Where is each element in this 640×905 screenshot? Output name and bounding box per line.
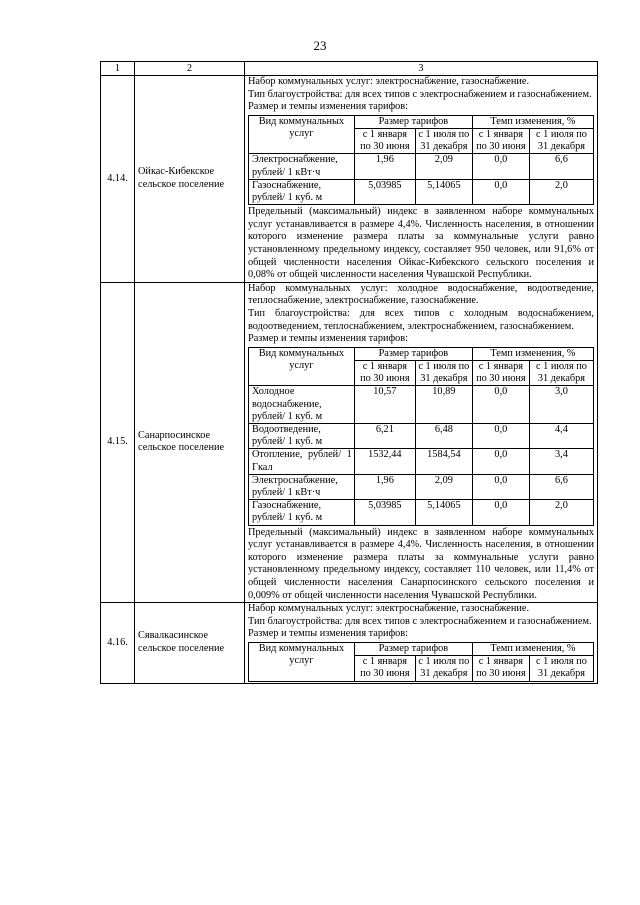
detail-improvement: Тип благоустройства: для всех типов с электроснабжением и газоснабжением. <box>248 615 592 627</box>
detail-tariffs-intro: Размер и темпы изменения тарифов: <box>248 333 409 345</box>
col-change-rate-header: Темп изменения, % <box>472 347 593 360</box>
main-table <box>100 61 598 684</box>
row-number: 4.14. <box>101 76 135 283</box>
period-header: с 1 июля по 31 декабря <box>529 360 593 385</box>
tariff-value: 0,0 <box>472 474 529 499</box>
tariff-value: 0,0 <box>472 386 529 424</box>
period-header: с 1 июля по 31 декабря <box>415 656 472 681</box>
tariff-row <box>249 154 594 179</box>
detail-services: Набор коммунальных услуг: электроснабжение, газоснабжение. <box>248 603 530 615</box>
tariff-head-row <box>249 347 594 360</box>
col-service-header: Вид коммунальных услуг <box>249 642 355 681</box>
header-col-2: 2 <box>135 62 245 76</box>
col-change-rate-header: Темп изменения, % <box>472 115 593 128</box>
settlement-row <box>101 76 598 283</box>
period-header: с 1 января по 30 июня <box>354 656 415 681</box>
tariff-value: 5,14065 <box>415 500 472 525</box>
tariff-value: 1,96 <box>354 154 415 179</box>
tariff-head-row <box>249 642 594 655</box>
row-number: 4.15. <box>101 282 135 602</box>
tariff-value: 5,03985 <box>354 179 415 204</box>
tariff-row <box>249 500 594 525</box>
period-header: с 1 июля по 31 декабря <box>415 360 472 385</box>
detail-improvement: Тип благоустройства: для всех типов с холодным водоснабжением, водоотведением, теплоснабжением, электроснабжением, газоснабжением. <box>248 307 594 332</box>
period-header: с 1 июля по 31 декабря <box>415 128 472 153</box>
tariff-service: Газоснабжение, рублей/ 1 куб. м <box>249 500 355 525</box>
tariff-table <box>248 642 594 682</box>
detail-tariffs-intro: Размер и темпы изменения тарифов: <box>248 101 409 113</box>
period-header: с 1 июля по 31 декабря <box>529 656 593 681</box>
tariff-value: 10,57 <box>354 386 415 424</box>
tariff-value: 6,48 <box>415 423 472 448</box>
tariff-head-row <box>249 115 594 128</box>
tariff-table <box>248 347 594 526</box>
tariff-service: Электроснабжение, рублей/ 1 кВт·ч <box>249 474 355 499</box>
index-text: Предельный (максимальный) индекс в заявленном наборе коммунальных услуг устанавливается в размере 4,4%. Численность населения, в отношении которого изменение размера платы за коммунальные услуги равно установленному предельному индексу, составляет 110 человек, или 11,4% от общей численности населения Санарпосинского сельского поселения и 0,009% от общей численности населения Чувашской Республики. <box>248 526 594 601</box>
settlement-details <box>245 603 598 683</box>
tariff-value: 1,96 <box>354 474 415 499</box>
col-tariff-size-header: Размер тарифов <box>354 115 472 128</box>
settlement-name: Санарпосинское сельское поселение <box>135 282 245 602</box>
tariff-value: 6,21 <box>354 423 415 448</box>
tariff-value: 6,6 <box>529 154 593 179</box>
tariff-value: 5,14065 <box>415 179 472 204</box>
tariff-value: 1532,44 <box>354 449 415 474</box>
detail-services: Набор коммунальных услуг: холодное водоснабжение, водоотведение, теплоснабжение, электроснабжение, газоснабжение. <box>248 282 594 307</box>
tariff-row <box>249 474 594 499</box>
tariff-value: 5,03985 <box>354 500 415 525</box>
tariff-value: 4,4 <box>529 423 593 448</box>
header-col-1: 1 <box>101 62 135 76</box>
period-header: с 1 января по 30 июня <box>354 128 415 153</box>
tariff-value: 6,6 <box>529 474 593 499</box>
detail-tariffs-intro: Размер и темпы изменения тарифов: <box>248 628 409 640</box>
detail-services: Набор коммунальных услуг: электроснабжение, газоснабжение. <box>248 76 530 87</box>
settlement-details <box>245 76 598 283</box>
tariff-value: 0,0 <box>472 500 529 525</box>
tariff-value: 0,0 <box>472 423 529 448</box>
settlement-name: Ойкас-Кибекское сельское поселение <box>135 76 245 283</box>
settlement-details <box>245 282 598 602</box>
tariff-value: 2,09 <box>415 474 472 499</box>
tariff-service: Электроснабжение, рублей/ 1 кВт·ч <box>249 154 355 179</box>
tariff-value: 0,0 <box>472 449 529 474</box>
tariff-service: Газоснабжение, рублей/ 1 куб. м <box>249 179 355 204</box>
settlement-name: Сявалкасинское сельское поселение <box>135 603 245 683</box>
col-tariff-size-header: Размер тарифов <box>354 642 472 655</box>
tariff-value: 3,4 <box>529 449 593 474</box>
settlement-row <box>101 603 598 683</box>
tariff-row <box>249 179 594 204</box>
tariff-row <box>249 423 594 448</box>
tariff-service: Водоотведение, рублей/ 1 куб. м <box>249 423 355 448</box>
header-col-3: 3 <box>245 62 598 76</box>
tariff-value: 0,0 <box>472 154 529 179</box>
tariff-value: 2,0 <box>529 500 593 525</box>
col-tariff-size-header: Размер тарифов <box>354 347 472 360</box>
period-header: с 1 января по 30 июня <box>354 360 415 385</box>
col-service-header: Вид коммунальных услуг <box>249 347 355 386</box>
tariff-value: 2,0 <box>529 179 593 204</box>
col-service-header: Вид коммунальных услуг <box>249 115 355 154</box>
period-header: с 1 января по 30 июня <box>472 360 529 385</box>
index-text: Предельный (максимальный) индекс в заявленном наборе коммунальных услуг устанавливается в размере 4,4%. Численность населения, в отношении которого изменение размера платы за коммунальные услуги равно установленному предельному индексу, составляет 950 человек, или 91,6% от общей численности населения Ойкас-Кибекского сельского поселения и 0,08% от общей численности населения Чувашской Республики. <box>248 206 594 281</box>
col-change-rate-header: Темп изменения, % <box>472 642 593 655</box>
period-header: с 1 января по 30 июня <box>472 656 529 681</box>
tariff-row <box>249 449 594 474</box>
tariff-row <box>249 386 594 424</box>
tariff-service: Отопление, рублей/ 1 Гкал <box>249 449 355 474</box>
period-header: с 1 июля по 31 декабря <box>529 128 593 153</box>
tariff-table <box>248 115 594 205</box>
header-row <box>101 62 598 76</box>
row-number: 4.16. <box>101 603 135 683</box>
tariff-service: Холодное водоснабжение, рублей/ 1 куб. м <box>249 386 355 424</box>
settlement-row <box>101 282 598 602</box>
tariff-value: 10,89 <box>415 386 472 424</box>
page-number: 23 <box>313 38 327 53</box>
tariff-value: 0,0 <box>472 179 529 204</box>
detail-improvement: Тип благоустройства: для всех типов с электроснабжением и газоснабжением. <box>248 88 592 100</box>
period-header: с 1 января по 30 июня <box>472 128 529 153</box>
tariff-value: 1584,54 <box>415 449 472 474</box>
tariff-value: 3,0 <box>529 386 593 424</box>
tariff-value: 2,09 <box>415 154 472 179</box>
